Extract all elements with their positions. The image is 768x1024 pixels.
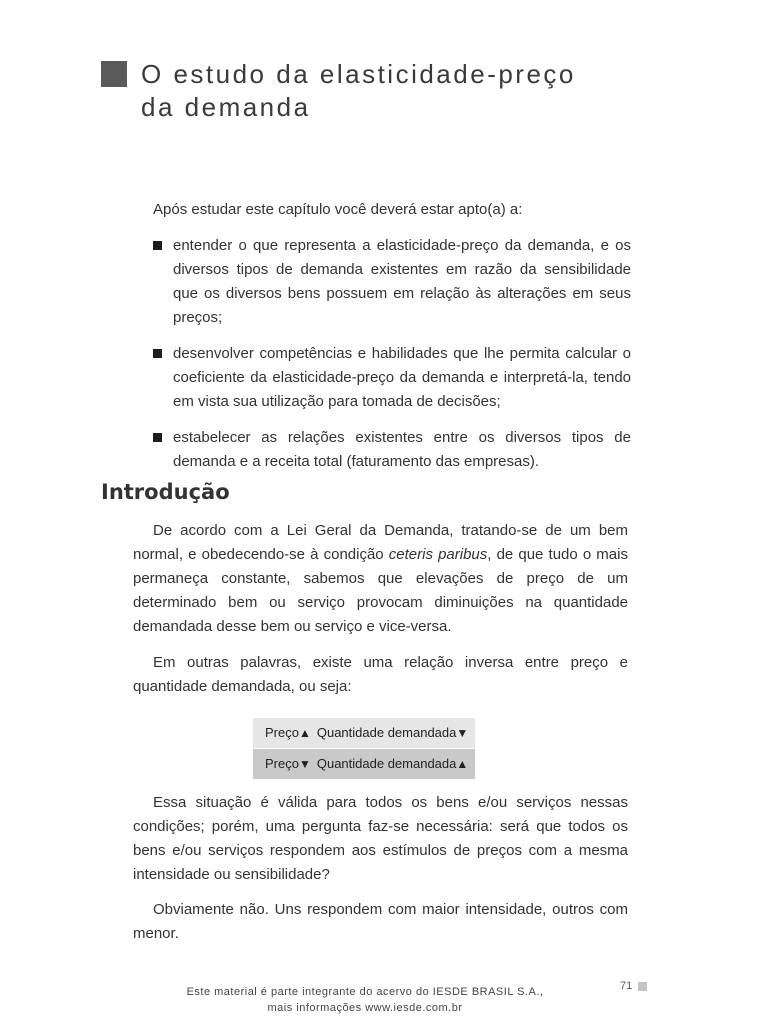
objective-text: entender o que representa a elasticidade-preço da demanda, e os diversos tipos de demanda existentes em razão da sensibilidade que os diversos bens possuem em relação às alterações em seus preços; [173, 237, 631, 326]
section-heading: Introdução [101, 480, 230, 504]
paragraph-3: Essa situação é válida para todos os bens e/ou serviços nessas condições; porém, uma pergunta faz-se necessária: será que todos os bens e/ou serviços respondem aos estímulos de preços com a mesma intensidade ou sensibilidade? [133, 794, 628, 883]
down-arrow-icon: ▼ [456, 726, 469, 740]
objective-text: desenvolver competências e habilidades que lhe permita calcular o coeficiente da elasticidade-preço da demanda e interpretá-la, tendo em vista sua utilização para tomada de decisões; [173, 345, 631, 410]
page-number-square-icon [638, 982, 647, 991]
objective-item [153, 426, 631, 474]
down-arrow-icon: ▼ [298, 757, 311, 771]
paragraph-1 [133, 519, 628, 639]
objective-item [153, 234, 631, 330]
quantity-label: Quantidade demandada [316, 725, 457, 740]
paragraph-1-end: , de que tudo o mais permaneça constante, sabemos que elevações de preço de um determinado bem ou serviço provocam diminuições na quantidade demandada desse bem ou serviço e vice-versa. [133, 546, 628, 635]
objective-item [153, 342, 631, 414]
price-quantity-relation-table [253, 718, 475, 779]
chapter-title [141, 58, 576, 124]
page-footer [130, 984, 600, 1016]
up-arrow-icon: ▲ [298, 726, 311, 740]
paragraph-2: Em outras palavras, existe uma relação inversa entre preço e quantidade demandada, ou seja: [133, 654, 628, 695]
chapter-title-line-2: da demanda [141, 92, 311, 122]
objective-text: estabelecer as relações existentes entre os diversos tipos de demanda e a receita total (faturamento das empresas). [173, 429, 631, 470]
footer-line-2: mais informações www.iesde.com.br [267, 1002, 463, 1014]
relation-row-price-down [253, 749, 475, 779]
up-arrow-icon: ▲ [456, 757, 469, 771]
objectives-list [153, 234, 631, 474]
title-square-marker [101, 61, 127, 87]
price-label: Preço [265, 725, 299, 740]
page-number: 71 [620, 980, 633, 992]
quantity-label: Quantidade demandada [316, 756, 457, 771]
learning-objectives [153, 198, 631, 486]
chapter-title-line-1: O estudo da elasticidade-preço [141, 59, 576, 89]
paragraph-1-start: De acordo com a Lei Geral da Demanda, tratando-se de um bem normal, e obedecendo-se à condição [133, 522, 628, 563]
square-bullet-icon [153, 241, 162, 250]
square-bullet-icon [153, 349, 162, 358]
objectives-intro: Após estudar este capítulo você deverá estar apto(a) a: [153, 201, 523, 218]
square-bullet-icon [153, 433, 162, 442]
paragraph-1-italic: ceteris paribus [388, 546, 488, 563]
price-label: Preço [265, 756, 299, 771]
relation-row-price-up [253, 718, 475, 749]
paragraph-4: Obviamente não. Uns respondem com maior intensidade, outros com menor. [133, 901, 628, 942]
footer-line-1: Este material é parte integrante do acervo do IESDE BRASIL S.A., [186, 986, 544, 998]
